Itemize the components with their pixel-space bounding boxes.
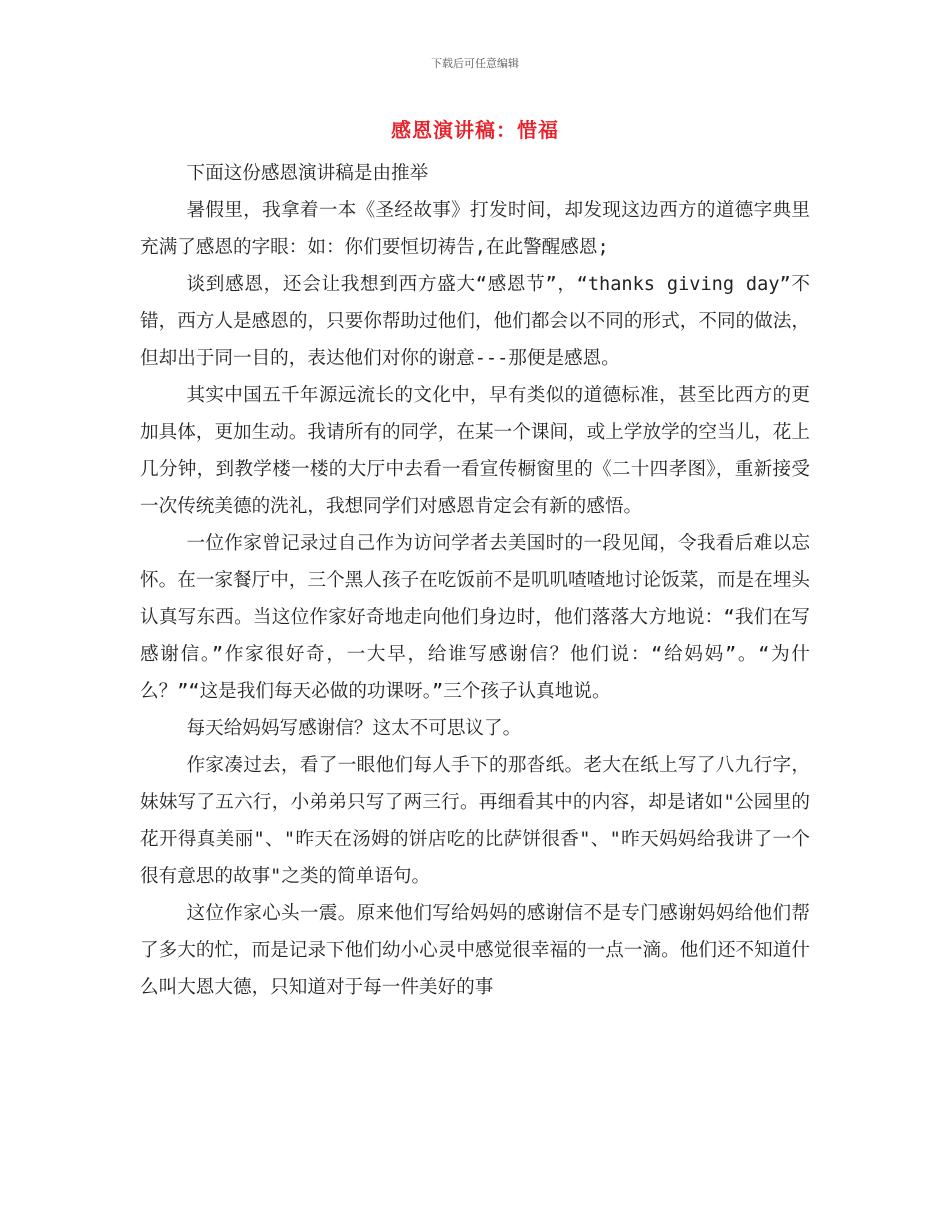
document-body [140, 155, 810, 1006]
paragraph-1: 下面这份感恩演讲稿是由推举 [186, 163, 429, 184]
paragraph-6: 每天给妈妈写感谢信？这太不可思议了。 [186, 718, 522, 739]
paragraph-7: 作家凑过去，看了一眼他们每人手下的那沓纸。老大在纸上写了八九行字，妹妹写了五六行，小弟弟只写了两三行。再细看其中的内容，却是诸如"公园里的花开得真美丽"、"昨天在汤姆的饼店吃的比萨饼很香"、"昨天妈妈给我讲了一个很有意思的故事"之类的简单语句。 [140, 755, 810, 887]
paragraph-3: 谈到感恩，还会让我想到西方盛大“感恩节”，“thanks giving day”不错，西方人是感恩的，只要你帮助过他们，他们都会以不同的形式，不同的做法，但却出于同一目的，表达他们对你的谢意---那便是感恩。 [140, 274, 810, 369]
paragraph-2: 暑假里，我拿着一本《圣经故事》打发时间，却发现这边西方的道德字典里充满了感恩的字眼：如：你们要恒切祷告,在此警醒感恩; [140, 200, 810, 258]
document-title: 感恩演讲稿：惜福 [391, 118, 559, 142]
paragraph-5: 一位作家曾记录过自己作为访问学者去美国时的一段见闻，令我看后难以忘怀。在一家餐厅中，三个黑人孩子在吃饭前不是叽叽喳喳地讨论饭菜，而是在埋头认真写东西。当这位作家好奇地走向他们身边时，他们落落大方地说：“我们在写感谢信。”作家很好奇，一大早，给谁写感谢信？他们说：“给妈妈”。“为什么？”“这是我们每天必做的功课呀。”三个孩子认真地说。 [140, 533, 810, 702]
page-header: 下载后可任意编辑 [431, 57, 519, 70]
paragraph-4: 其实中国五千年源远流长的文化中，早有类似的道德标准，甚至比西方的更加具体，更加生动。我请所有的同学，在某一个课间，或上学放学的空当儿，花上几分钟，到教学楼一楼的大厅中去看一看宣传橱窗里的《二十四孝图》，重新接受一次传统美德的洗礼，我想同学们对感恩肯定会有新的感悟。 [140, 385, 810, 517]
paragraph-8: 这位作家心头一震。原来他们写给妈妈的感谢信不是专门感谢妈妈给他们帮了多大的忙，而是记录下他们幼小心灵中感觉很幸福的一点一滴。他们还不知道什么叫大恩大德，只知道对于每一件美好的事 [140, 903, 810, 998]
